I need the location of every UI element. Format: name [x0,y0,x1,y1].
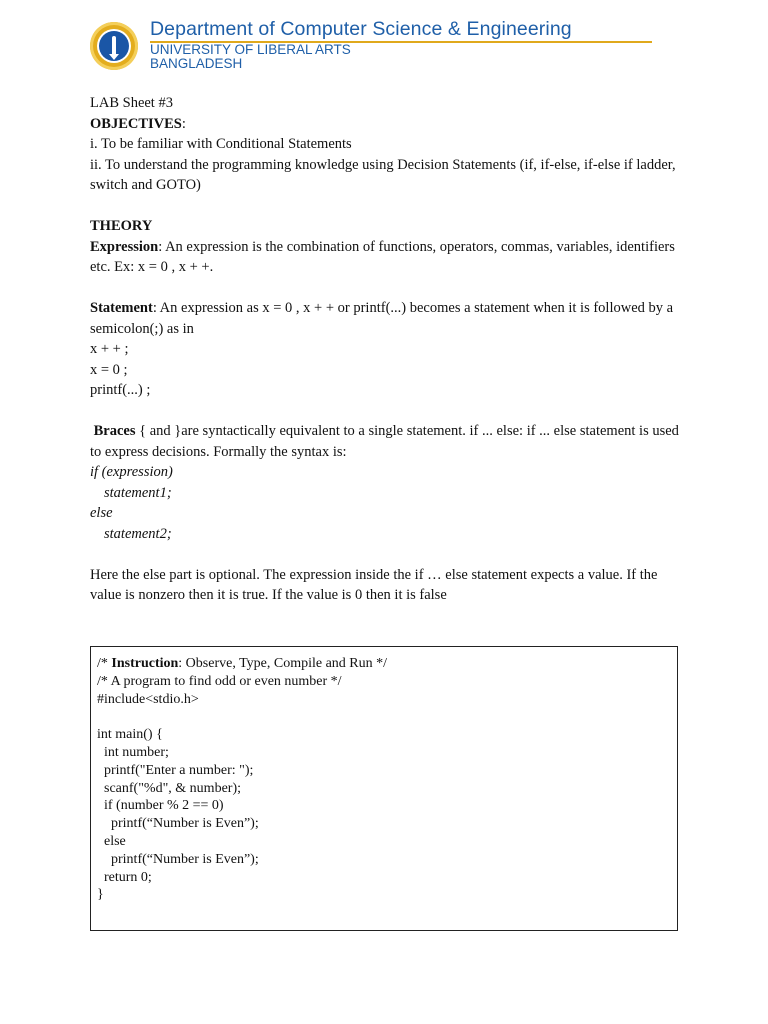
code-line: else [97,833,126,849]
theory-heading: THEORY [90,218,153,234]
statement-paragraph: Statement: An expression as x = 0 , x + + or printf(...) becomes a statement when it is followed by a semicolon(;) as in [90,300,674,337]
statement-example: x + + ; [90,341,129,357]
statement-term: Statement [90,300,153,316]
university-name [150,43,351,71]
document-header [90,20,660,72]
syntax-line: statement2; [104,525,172,542]
code-listing-box [90,646,678,931]
code-line: } [97,887,104,903]
braces-term: Braces [93,423,136,439]
department-title: Department of Computer Science & Engineering [150,18,572,40]
syntax-line: if (expression) [90,464,173,480]
instruction-line: /* Instruction: Observe, Type, Compile and Run */ [97,656,388,671]
lab-sheet-body [90,93,680,606]
lab-title: LAB Sheet #3 [90,95,173,111]
code-line: /* A program to find odd or even number */ [97,673,342,689]
code-line: return 0; [97,869,152,885]
code-line: scanf("%d", & number); [97,780,241,796]
code-line: printf("Enter a number: "); [97,762,254,778]
code-line: #include<stdio.h> [97,691,199,707]
expression-term: Expression [90,238,159,255]
code-line: int main() { [97,727,163,743]
code-line: if (number % 2 == 0) [97,798,224,814]
code-line: printf(“Number is Even”); [97,851,259,867]
note-paragraph: Here the else part is optional. The expression inside the if … else statement expects a value. If the value is nonzero then it is true. If the value is 0 then it is false [90,566,658,603]
statement-example: x = 0 ; [90,361,128,378]
code-line: printf(“Number is Even”); [97,816,259,832]
instruction-term: Instruction [111,656,179,671]
braces-paragraph: Braces { and }are syntactically equivalent to a single statement. if ... else: if ... else statement is used to express decisions. Formally the syntax is: [90,423,679,460]
objective-2: ii. To understand the programming knowledge using Decision Statements (if, if-else, if-else if ladder, switch and GOTO) [90,156,676,193]
expression-paragraph: Expression: An expression is the combination of functions, operators, commas, variables, identifiers etc. Ex: x = 0 , x + +. [90,238,675,275]
objective-1: i. To be familiar with Conditional Statements [90,136,352,152]
country-line: BANGLADESH [150,56,243,71]
statement-example: printf(...) ; [90,382,151,398]
university-line: UNIVERSITY OF LIBERAL ARTS [150,42,351,57]
syntax-line: else [90,505,113,521]
objectives-heading: OBJECTIVES: [90,115,186,132]
code-line: int number; [97,744,169,760]
university-seal-icon [90,22,138,70]
syntax-line: statement1; [104,484,172,501]
